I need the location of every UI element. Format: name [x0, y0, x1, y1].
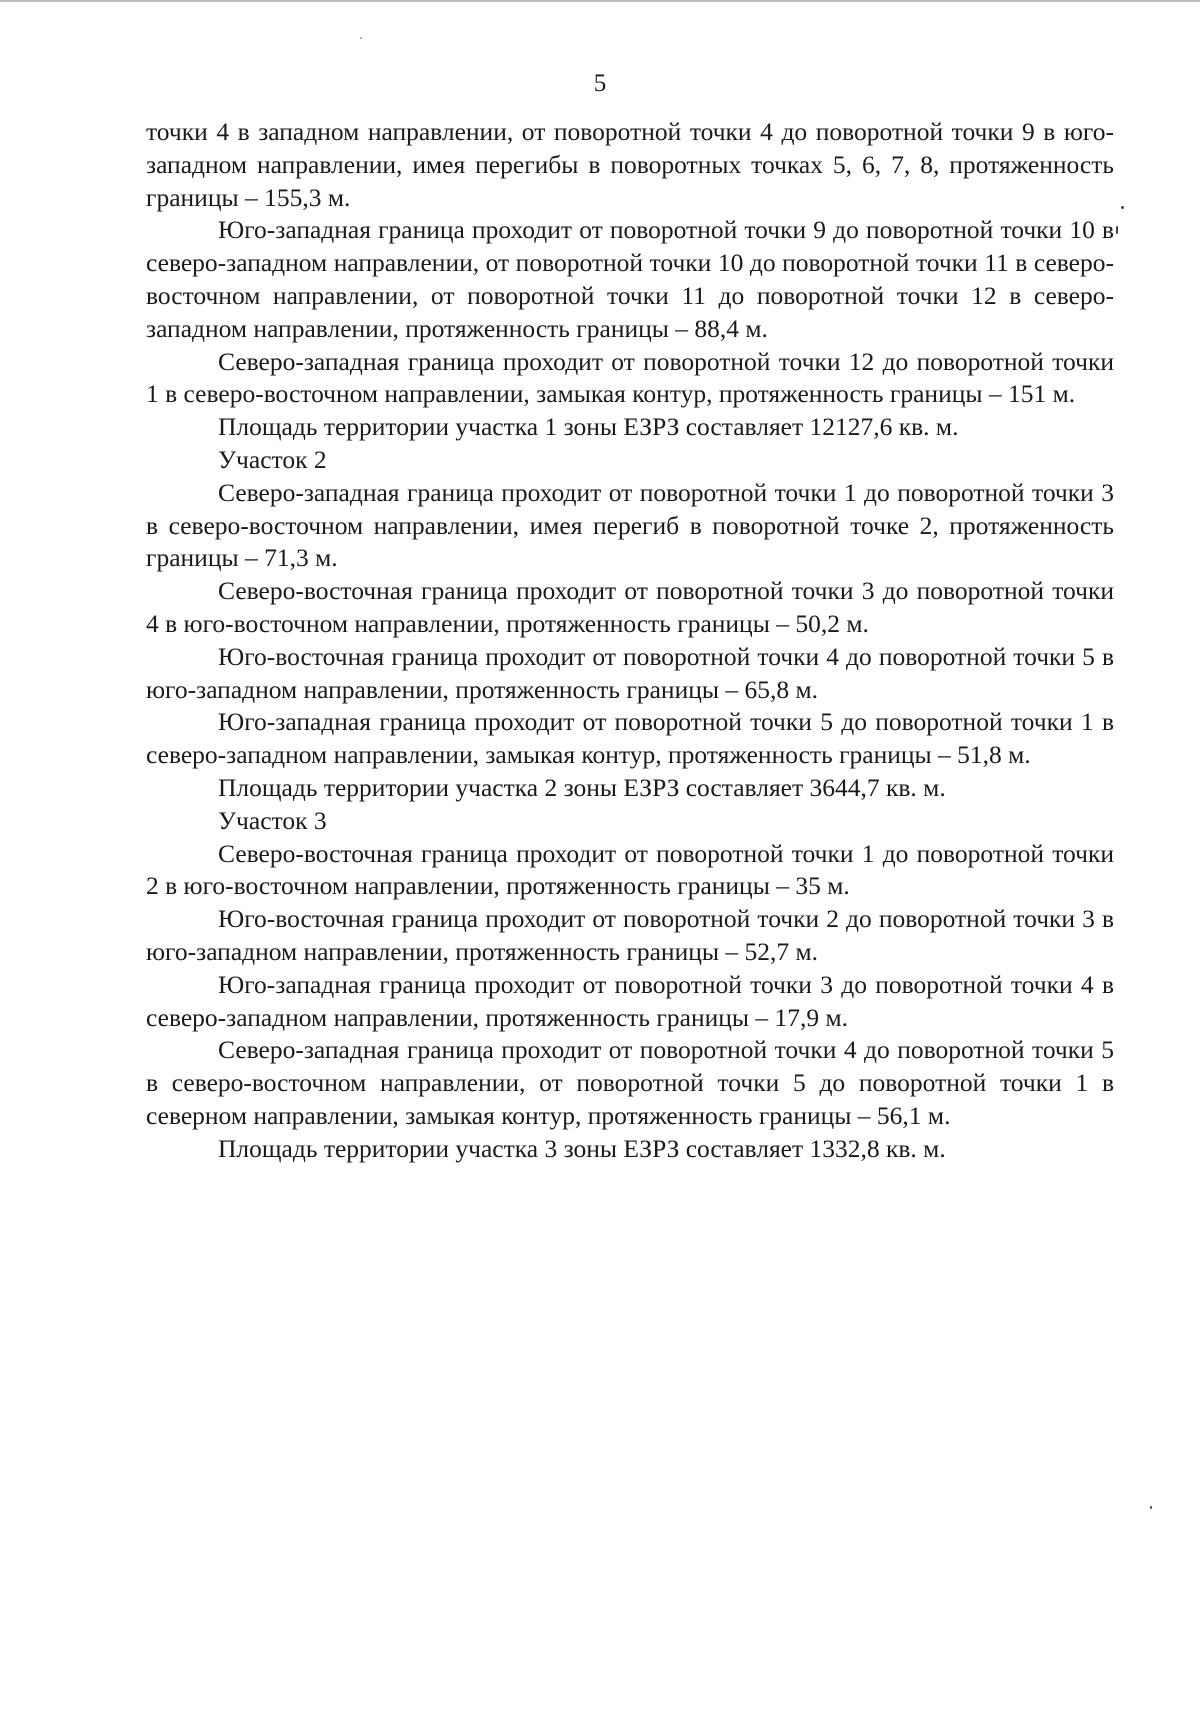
- paragraph-southeast-border-2: Юго-восточная граница проходит от поворотной точки 4 до поворотной точки 5 в юго-западном направлении, протяженность границы – 65,8 м.: [146, 641, 1114, 704]
- scan-speck: [1150, 1506, 1152, 1509]
- paragraph-southwest-border-3: Юго-западная граница проходит от поворотной точки 3 до поворотной точки 4 в северо-западном направлении, протяженность границы – 17,9 м.: [146, 969, 1114, 1032]
- paragraph-northwest-border-2: Северо-западная граница проходит от поворотной точки 1 до поворотной точки 3 в северо-восточном направлении, имея перегиб в поворотной точке 2, протяженность границы – 71,3 м.: [146, 477, 1114, 573]
- paragraph-southwest-border-1: Юго-западная граница проходит от поворотной точки 9 до поворотной точки 10 в северо-западном направлении, от поворотной точки 10 до поворотной точки 11 в северо-восточном направлении, от поворотной точки 11 до поворотной точки 12 в северо-западном направлении, протяженность границы – 88,4 м.: [146, 215, 1114, 343]
- scan-speck: [1121, 206, 1124, 209]
- paragraph-northwest-border-1: Северо-западная граница проходит от поворотной точки 12 до поворотной точки 1 в северо-восточном направлении, замыкая контур, протяженность границы – 151 м.: [146, 346, 1114, 409]
- paragraph-area-2: Площадь территории участка 2 зоны ЕЗРЗ составляет 3644,7 кв. м.: [218, 772, 946, 802]
- paragraph-area-1: Площадь территории участка 1 зоны ЕЗРЗ составляет 12127,6 кв. м.: [218, 412, 959, 442]
- paragraph-area-3: Площадь территории участка 3 зоны ЕЗРЗ составляет 1332,8 кв. м.: [218, 1133, 946, 1163]
- page-number: 5: [593, 70, 607, 97]
- paragraph-northwest-border-3: Северо-западная граница проходит от поворотной точки 4 до поворотной точки 5 в северо-восточном направлении, от поворотной точки 5 до поворотной точки 1 в северном направлении, замыкая контур, протяженность границы – 56,1 м.: [146, 1035, 1114, 1130]
- paragraph-northeast-border-2: Северо-восточная граница проходит от поворотной точки 3 до поворотной точки 4 в юго-восточном направлении, протяженность границы – 50,2 м.: [146, 576, 1114, 638]
- scan-edge-line: [0, 0, 1200, 2]
- paragraph-southwest-border-2: Юго-западная граница проходит от поворотной точки 5 до поворотной точки 1 в северо-западном направлении, замыкая контур, протяженность границы – 51,8 м.: [146, 707, 1114, 770]
- document-body: [146, 116, 1114, 1166]
- scan-speck: [360, 37, 362, 39]
- section-heading-plot-3: Участок 3: [218, 805, 327, 835]
- scan-speck: [1116, 226, 1118, 234]
- paragraph-northeast-border-3: Северо-восточная граница проходит от поворотной точки 1 до поворотной точки 2 в юго-восточном направлении, протяженность границы – 35 м.: [146, 838, 1114, 901]
- paragraph-southeast-border-3: Юго-восточная граница проходит от поворотной точки 2 до поворотной точки 3 в юго-западном направлении, протяженность границы – 52,7 м.: [146, 904, 1114, 966]
- paragraph-continuation: точки 4 в западном направлении, от поворотной точки 4 до поворотной точки 9 в юго-западном направлении, имея перегибы в поворотных точках 5, 6, 7, 8, протяженность границы – 155,3 м.: [146, 117, 1114, 212]
- section-heading-plot-2: Участок 2: [218, 444, 327, 474]
